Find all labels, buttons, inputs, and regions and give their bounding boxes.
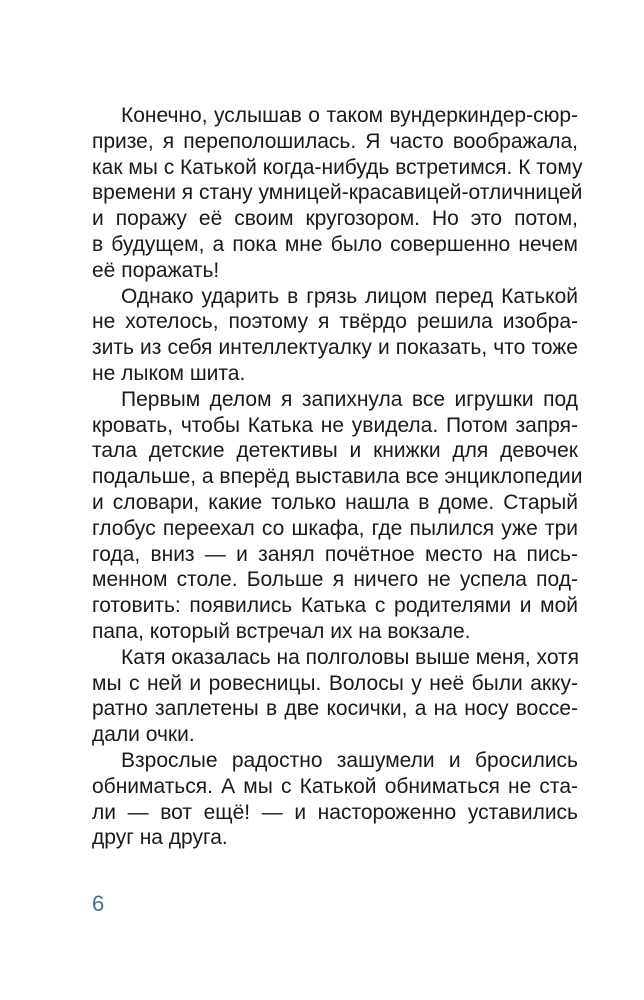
- text-line: не лыком шита.: [92, 361, 246, 385]
- text-line: и поражу её своим кругозором. Но это потом,: [92, 207, 578, 231]
- text-line: времени я стану умницей-красавицей-отличницей: [92, 181, 583, 205]
- paragraph-3: [92, 387, 583, 645]
- text-line: Первым делом я запихнула все игрушки под: [121, 387, 578, 411]
- text-line: призе, я переполошилась. Я часто воображала,: [92, 129, 578, 153]
- text-line: Однако ударить в грязь лицом перед Катькой: [121, 284, 578, 308]
- text-line: тала детские детективы и книжки для девочек: [92, 439, 578, 463]
- text-line: дали очки.: [92, 723, 195, 747]
- text-line: Катя оказалась на полголовы выше меня, хотя: [121, 645, 580, 669]
- text-line: готовить: появились Катька с родителями и мой: [92, 594, 578, 618]
- text-line: не хотелось, поэтому я твёрдо решила изобра-: [92, 310, 578, 334]
- text-line: в будущем, а пока мне было совершенно нечем: [92, 232, 578, 256]
- text-line: обниматься. А мы с Катькой обниматься не ста-: [92, 774, 578, 798]
- text-line: зить из себя интеллектуалку и показать, что тоже: [92, 336, 578, 360]
- paragraph-4: [92, 645, 578, 748]
- text-line: ли — вот ещё! — и настороженно уставились: [92, 800, 578, 824]
- page-number: 6: [92, 891, 105, 916]
- text-line: глобус переехал со шкафа, где пылился уже три: [92, 516, 578, 540]
- text-line: кровать, чтобы Катька не увидела. Потом запря-: [92, 413, 578, 437]
- text-line: подальше, а вперёд выставила все энциклопедии: [92, 465, 583, 489]
- paragraph-1: [92, 103, 583, 284]
- text-line: года, вниз — и занял почётное место на пись-: [92, 542, 578, 566]
- text-line: Взрослые радостно зашумели и бросились: [121, 748, 578, 772]
- text-line: папа, который встречал их на вокзале.: [92, 619, 471, 643]
- text-line: друг на друга.: [92, 826, 228, 850]
- text-line: как мы с Катькой когда-нибудь встретимся. К тому: [92, 155, 583, 179]
- text-line: и словари, какие только нашла в доме. Старый: [92, 490, 578, 514]
- text-line: менном столе. Больше я ничего не успела под-: [92, 568, 578, 592]
- text-line: мы с ней и ровесницы. Волосы у неё были акку-: [92, 671, 578, 695]
- page-body: [92, 103, 583, 851]
- paragraph-5: [92, 748, 578, 851]
- text-line: ратно заплетены в две косички, а на носу воссе-: [92, 697, 578, 721]
- text-line: Конечно, услышав о таком вундеркиндер-сюр-: [121, 104, 578, 127]
- paragraph-2: [92, 284, 578, 387]
- text-line: её поражать!: [92, 258, 220, 282]
